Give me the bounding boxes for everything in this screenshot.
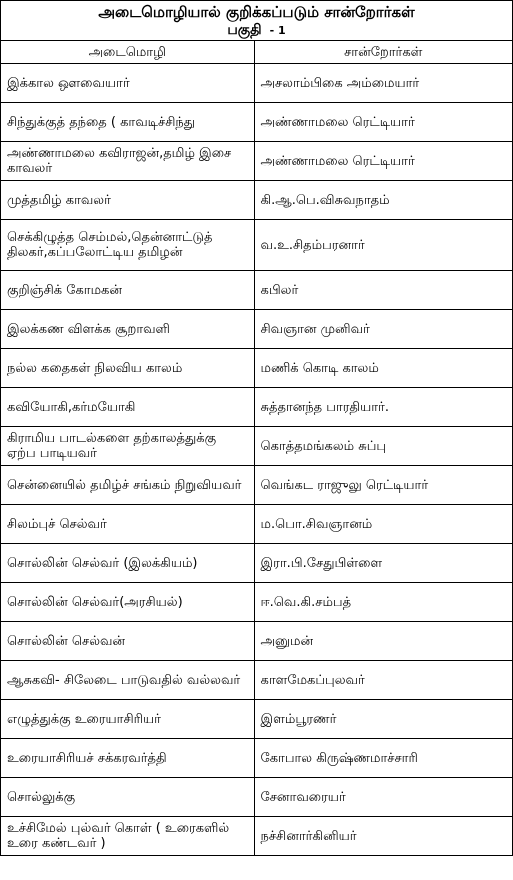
page-title: அடைமொழியால் குறிக்கப்படும் சான்றோர்கள் [98, 3, 415, 21]
epithet-cell: நல்ல கதைகள் நிலவிய காலம் [1, 349, 254, 388]
epithet-cell: உரையாசிரியச் சக்கரவர்த்தி [1, 739, 254, 778]
epithet-cell: சொல்லின் செல்வர்(அரசியல்) [1, 583, 254, 622]
column-header-scholars: சான்றோர்கள் [254, 41, 512, 64]
epithet-cell: சிலம்புச் செல்வர் [1, 505, 254, 544]
table-row [1, 349, 512, 388]
scholar-cell: அண்ணாமலை ரெட்டியார் [254, 103, 512, 142]
table-row [1, 700, 512, 739]
epithet-cell: சொல்லுக்கு [1, 778, 254, 817]
epithet-cell: முத்தமிழ் காவலர் [1, 181, 254, 220]
scholar-cell: இரா.பி.சேதுபிள்ளை [254, 544, 512, 583]
table-row [1, 181, 512, 220]
table-row [1, 103, 512, 142]
scholar-cell: சிவஞான முனிவர் [254, 310, 512, 349]
epithet-cell: செக்கிழுத்த செம்மல்,தென்னாட்டுத் திலகர்,கப்பலோட்டிய தமிழன் [1, 220, 254, 271]
table-row [1, 427, 512, 466]
table-row [1, 622, 512, 661]
scholar-cell: கபிலர் [254, 271, 512, 310]
scholar-cell: கோபால கிருஷ்ணமாச்சாரி [254, 739, 512, 778]
subtitle-label: பகுதி [227, 22, 262, 38]
table-row [1, 64, 512, 103]
part-number: - 1 [269, 24, 286, 37]
scholar-cell: வெங்கட ராஜுலு ரெட்டியார் [254, 466, 512, 505]
table-row [1, 817, 512, 856]
epithet-cell: சொல்லின் செல்வன் [1, 622, 254, 661]
table-row [1, 388, 512, 427]
table-row [1, 142, 512, 181]
epithet-cell: எழுத்துக்கு உரையாசிரியர் [1, 700, 254, 739]
epithet-cell: சொல்லின் செல்வர் (இலக்கியம்) [1, 544, 254, 583]
epithet-table [1, 41, 512, 856]
scholar-cell: மணிக் கொடி காலம் [254, 349, 512, 388]
table-header-row [1, 41, 512, 64]
table-row [1, 505, 512, 544]
scholar-cell: வ.உ.சிதம்பரனார் [254, 220, 512, 271]
epithet-cell: உச்சிமேல் புல்வர் கொள் ( உரைகளில் உரை கண்டவர் ) [1, 817, 254, 856]
scholar-cell: அனுமன் [254, 622, 512, 661]
scholar-cell: அண்ணாமலை ரெட்டியார் [254, 142, 512, 181]
scholar-cell: ம.பொ.சிவஞானம் [254, 505, 512, 544]
scholar-cell: காளமேகப்புலவர் [254, 661, 512, 700]
scholar-cell: அசலாம்பிகை அம்மையார் [254, 64, 512, 103]
epithet-cell: அண்ணாமலை கவிராஜன்,தமிழ் இசை காவலர் [1, 142, 254, 181]
table-row [1, 544, 512, 583]
scholar-cell: சுத்தானந்த பாரதியார். [254, 388, 512, 427]
scholar-cell: கி.ஆ.பெ.விசுவநாதம் [254, 181, 512, 220]
epithet-cell: ஆசுகவி- சிலேடை பாடுவதில் வல்லவர் [1, 661, 254, 700]
table-row [1, 778, 512, 817]
table-row [1, 466, 512, 505]
table-row [1, 661, 512, 700]
epithet-cell: குறிஞ்சிக் கோமகன் [1, 271, 254, 310]
epithet-cell: சிந்துக்குத் தந்தை ( காவடிச்சிந்து [1, 103, 254, 142]
epithet-cell: இலக்கண விளக்க சூறாவளி [1, 310, 254, 349]
scholar-cell: கொத்தமங்கலம் சுப்பு [254, 427, 512, 466]
page-subtitle [1, 21, 512, 40]
table-row [1, 271, 512, 310]
scholar-cell: ஈ.வெ.கி.சம்பத் [254, 583, 512, 622]
scholar-cell: சேனாவரையர் [254, 778, 512, 817]
epithet-cell: சென்னையில் தமிழ்ச் சங்கம் நிறுவியவர் [1, 466, 254, 505]
column-header-epithet: அடைமொழி [1, 41, 254, 64]
scholar-cell: இளம்பூரணர் [254, 700, 512, 739]
table-row [1, 739, 512, 778]
scholar-cell: நச்சினார்கினியர் [254, 817, 512, 856]
table-row [1, 220, 512, 271]
table-row [1, 310, 512, 349]
epithet-cell: கவியோகி,கர்மயோகி [1, 388, 254, 427]
epithet-cell: இக்கால ஔவையார் [1, 64, 254, 103]
title-block [1, 1, 512, 41]
table-body [1, 64, 512, 856]
epithet-cell: கிராமிய பாடல்களை தற்காலத்துக்கு ஏற்ப பாடியவர் [1, 427, 254, 466]
table-row [1, 583, 512, 622]
